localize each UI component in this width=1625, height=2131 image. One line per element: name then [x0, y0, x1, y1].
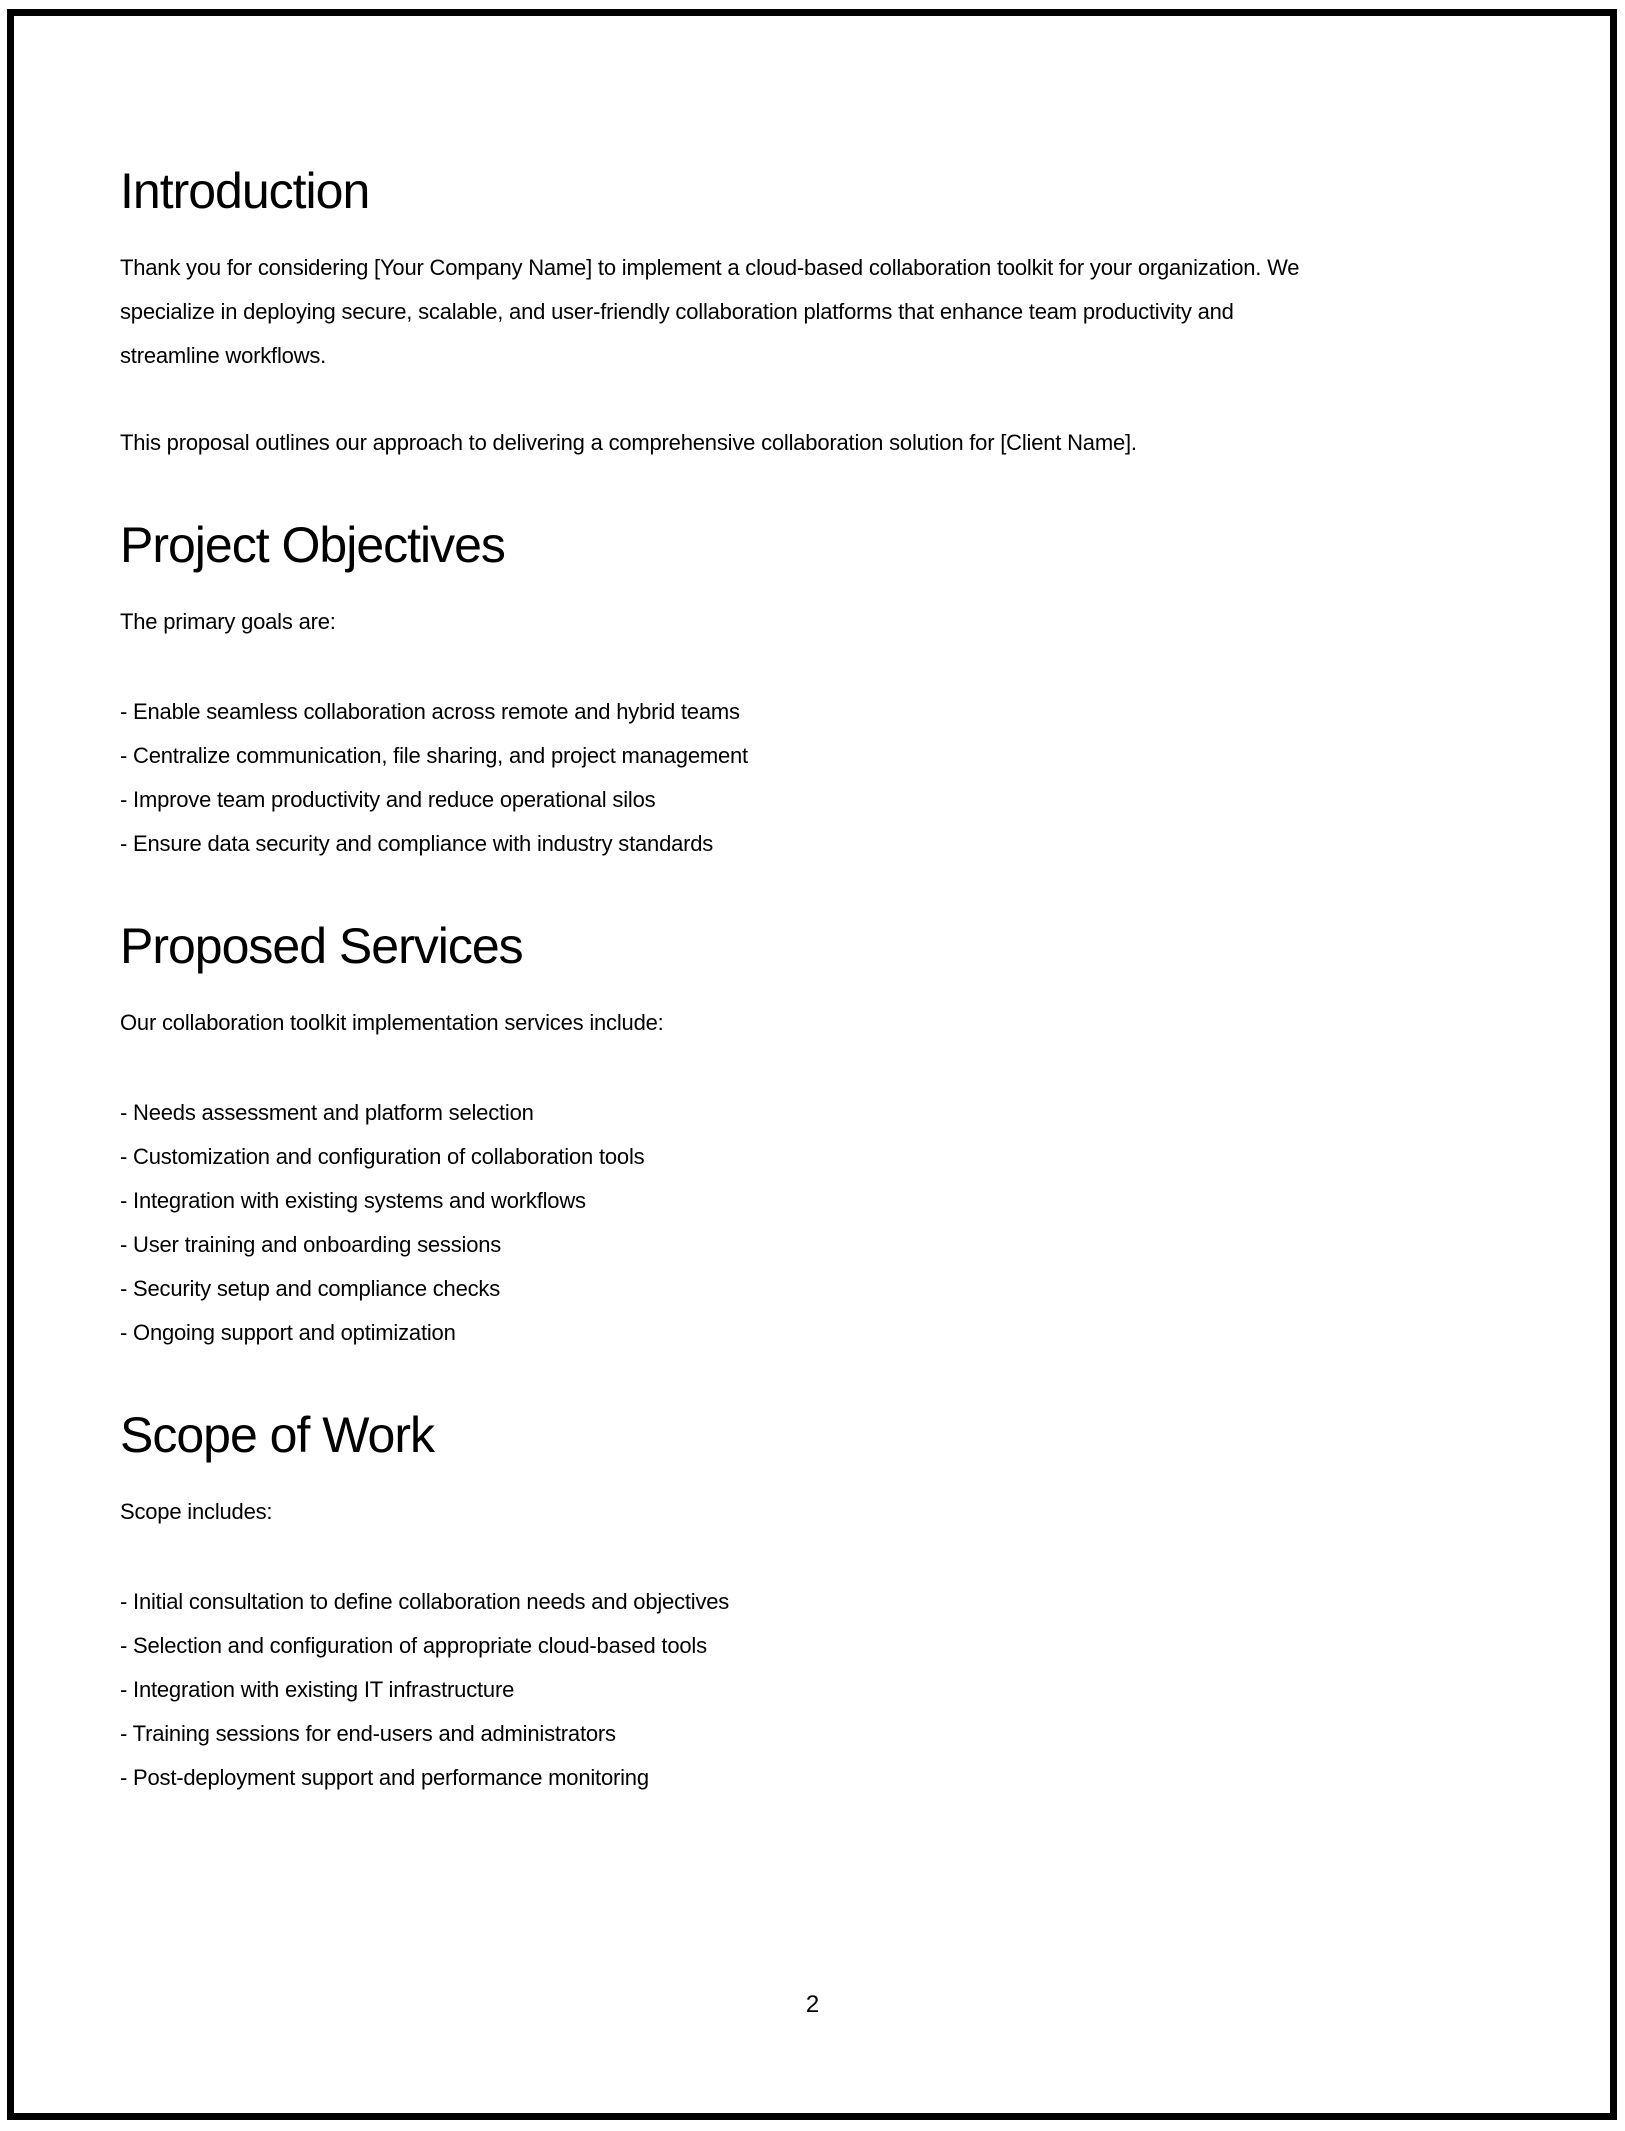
- paragraph: This proposal outlines our approach to delivering a comprehensive collaboration solution for [Client Name].: [120, 430, 1137, 455]
- section-proposed-services: [120, 916, 1300, 1355]
- paragraph: The primary goals are:: [120, 609, 336, 634]
- paragraph: Our collaboration toolkit implementation services include:: [120, 1010, 664, 1035]
- list-item: - Centralize communication, file sharing, and project management: [120, 743, 748, 768]
- list-item: - Improve team productivity and reduce operational silos: [120, 787, 656, 812]
- paragraph: Scope includes:: [120, 1499, 273, 1524]
- list-item: - Customization and configuration of collaboration tools: [120, 1144, 645, 1169]
- list-item: - Needs assessment and platform selection: [120, 1100, 534, 1125]
- list-item: - Ongoing support and optimization: [120, 1320, 456, 1345]
- section-scope-of-work: [120, 1405, 1300, 1800]
- list-item: - Integration with existing systems and workflows: [120, 1188, 586, 1213]
- paragraph: Thank you for considering [Your Company Name] to implement a cloud-based collaboration toolkit for your organization. We specialize in deploying secure, scalable, and user-friendly collaboration platforms that enhance team productivity and streamline workflows.: [120, 255, 1300, 368]
- document-content: [120, 15, 1300, 1800]
- list-item: - Security setup and compliance checks: [120, 1276, 501, 1301]
- list-item: - Selection and configuration of appropriate cloud-based tools: [120, 1633, 707, 1658]
- list-item: - Enable seamless collaboration across remote and hybrid teams: [120, 699, 740, 724]
- list-item: - Integration with existing IT infrastructure: [120, 1677, 515, 1702]
- list-item: - Initial consultation to define collaboration needs and objectives: [120, 1589, 730, 1614]
- section-heading-project-objectives: Project Objectives: [120, 517, 505, 573]
- objectives-list: [120, 690, 1300, 866]
- section-heading-introduction: Introduction: [120, 163, 370, 219]
- list-item: - Ensure data security and compliance with industry standards: [120, 831, 714, 856]
- list-item: - User training and onboarding sessions: [120, 1232, 502, 1257]
- section-heading-proposed-services: Proposed Services: [120, 918, 523, 974]
- section-project-objectives: [120, 515, 1300, 866]
- section-heading-scope-of-work: Scope of Work: [120, 1407, 435, 1463]
- services-list: [120, 1091, 1300, 1355]
- list-item: - Post-deployment support and performance monitoring: [120, 1765, 649, 1790]
- list-item: - Training sessions for end-users and administrators: [120, 1721, 616, 1746]
- scope-list: [120, 1580, 1300, 1800]
- page-number: 2: [805, 1991, 820, 2018]
- section-introduction: [120, 161, 1300, 465]
